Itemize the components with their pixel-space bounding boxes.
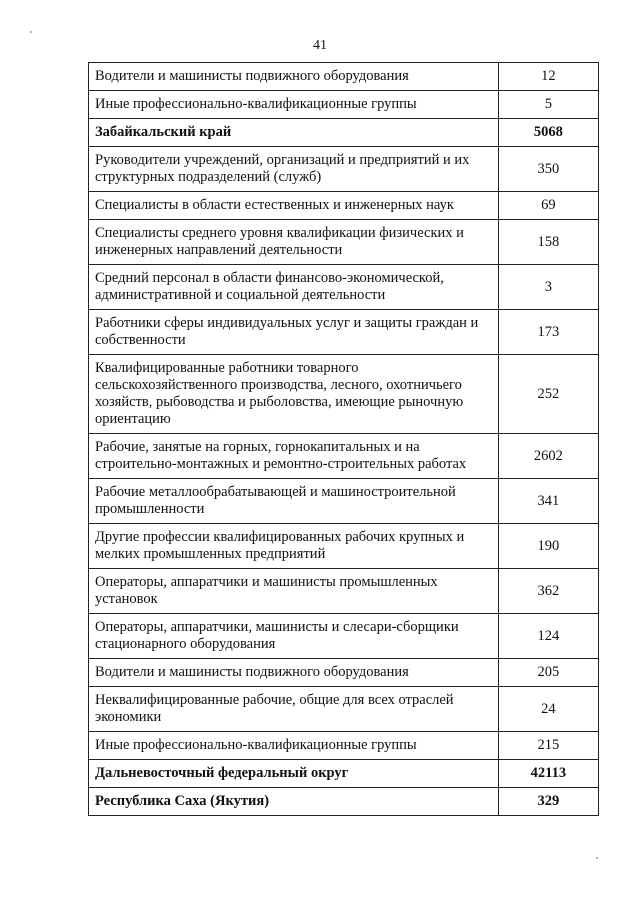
row-label: Операторы, аппаратчики, машинисты и слесари-сборщики стационарного оборудования (89, 614, 499, 659)
table-row (89, 569, 599, 614)
row-value: 158 (498, 220, 598, 265)
row-value: 3 (498, 265, 598, 310)
row-label: Квалифицированные работники товарного сельскохозяйственного производства, лесного, охотничьего хозяйств, рыбоводства и рыболовства, имеющие рыночную ориентацию (89, 355, 499, 434)
table-row (89, 788, 599, 816)
row-value: 350 (498, 147, 598, 192)
row-value: 69 (498, 192, 598, 220)
table-row (89, 687, 599, 732)
row-label: Операторы, аппаратчики и машинисты промышленных установок (89, 569, 499, 614)
row-label: Руководители учреждений, организаций и предприятий и их структурных подразделений (служб) (89, 147, 499, 192)
row-value: 2602 (498, 434, 598, 479)
row-value: 190 (498, 524, 598, 569)
scan-speck (596, 857, 598, 859)
row-value: 205 (498, 659, 598, 687)
row-value: 252 (498, 355, 598, 434)
row-value: 362 (498, 569, 598, 614)
row-label: Водители и машинисты подвижного оборудования (89, 659, 499, 687)
row-label: Водители и машинисты подвижного оборудования (89, 63, 499, 91)
scan-speck (30, 31, 32, 33)
table-row (89, 434, 599, 479)
table-row (89, 220, 599, 265)
row-label: Иные профессионально-квалификационные группы (89, 732, 499, 760)
occupation-table (88, 62, 599, 816)
row-value: 5068 (498, 119, 598, 147)
table-row (89, 614, 599, 659)
row-value: 24 (498, 687, 598, 732)
table-row (89, 265, 599, 310)
row-value: 5 (498, 91, 598, 119)
row-label: Иные профессионально-квалификационные группы (89, 91, 499, 119)
row-label: Республика Саха (Якутия) (89, 788, 499, 816)
table-row (89, 119, 599, 147)
row-label: Работники сферы индивидуальных услуг и защиты граждан и собственности (89, 310, 499, 355)
table-row (89, 147, 599, 192)
table-row (89, 479, 599, 524)
row-value: 329 (498, 788, 598, 816)
row-label: Средний персонал в области финансово-экономической, административной и социальной деятельности (89, 265, 499, 310)
row-value: 124 (498, 614, 598, 659)
table-row (89, 732, 599, 760)
table-row (89, 192, 599, 220)
table-body (89, 63, 599, 816)
table-row (89, 310, 599, 355)
table-row (89, 91, 599, 119)
row-label: Неквалифицированные рабочие, общие для всех отраслей экономики (89, 687, 499, 732)
row-value: 42113 (498, 760, 598, 788)
row-label: Другие профессии квалифицированных рабочих крупных и мелких промышленных предприятий (89, 524, 499, 569)
row-label: Дальневосточный федеральный округ (89, 760, 499, 788)
page-number: 41 (313, 38, 327, 53)
row-label: Специалисты среднего уровня квалификации физических и инженерных направлений деятельности (89, 220, 499, 265)
row-value: 12 (498, 63, 598, 91)
table-row (89, 760, 599, 788)
row-label: Забайкальский край (89, 119, 499, 147)
table-row (89, 659, 599, 687)
table-row (89, 355, 599, 434)
row-label: Рабочие, занятые на горных, горнокапитальных и на строительно-монтажных и ремонтно-строительных работах (89, 434, 499, 479)
row-value: 215 (498, 732, 598, 760)
row-value: 341 (498, 479, 598, 524)
row-label: Специалисты в области естественных и инженерных наук (89, 192, 499, 220)
row-label: Рабочие металлообрабатывающей и машиностроительной промышленности (89, 479, 499, 524)
table-row (89, 524, 599, 569)
table-row (89, 63, 599, 91)
row-value: 173 (498, 310, 598, 355)
